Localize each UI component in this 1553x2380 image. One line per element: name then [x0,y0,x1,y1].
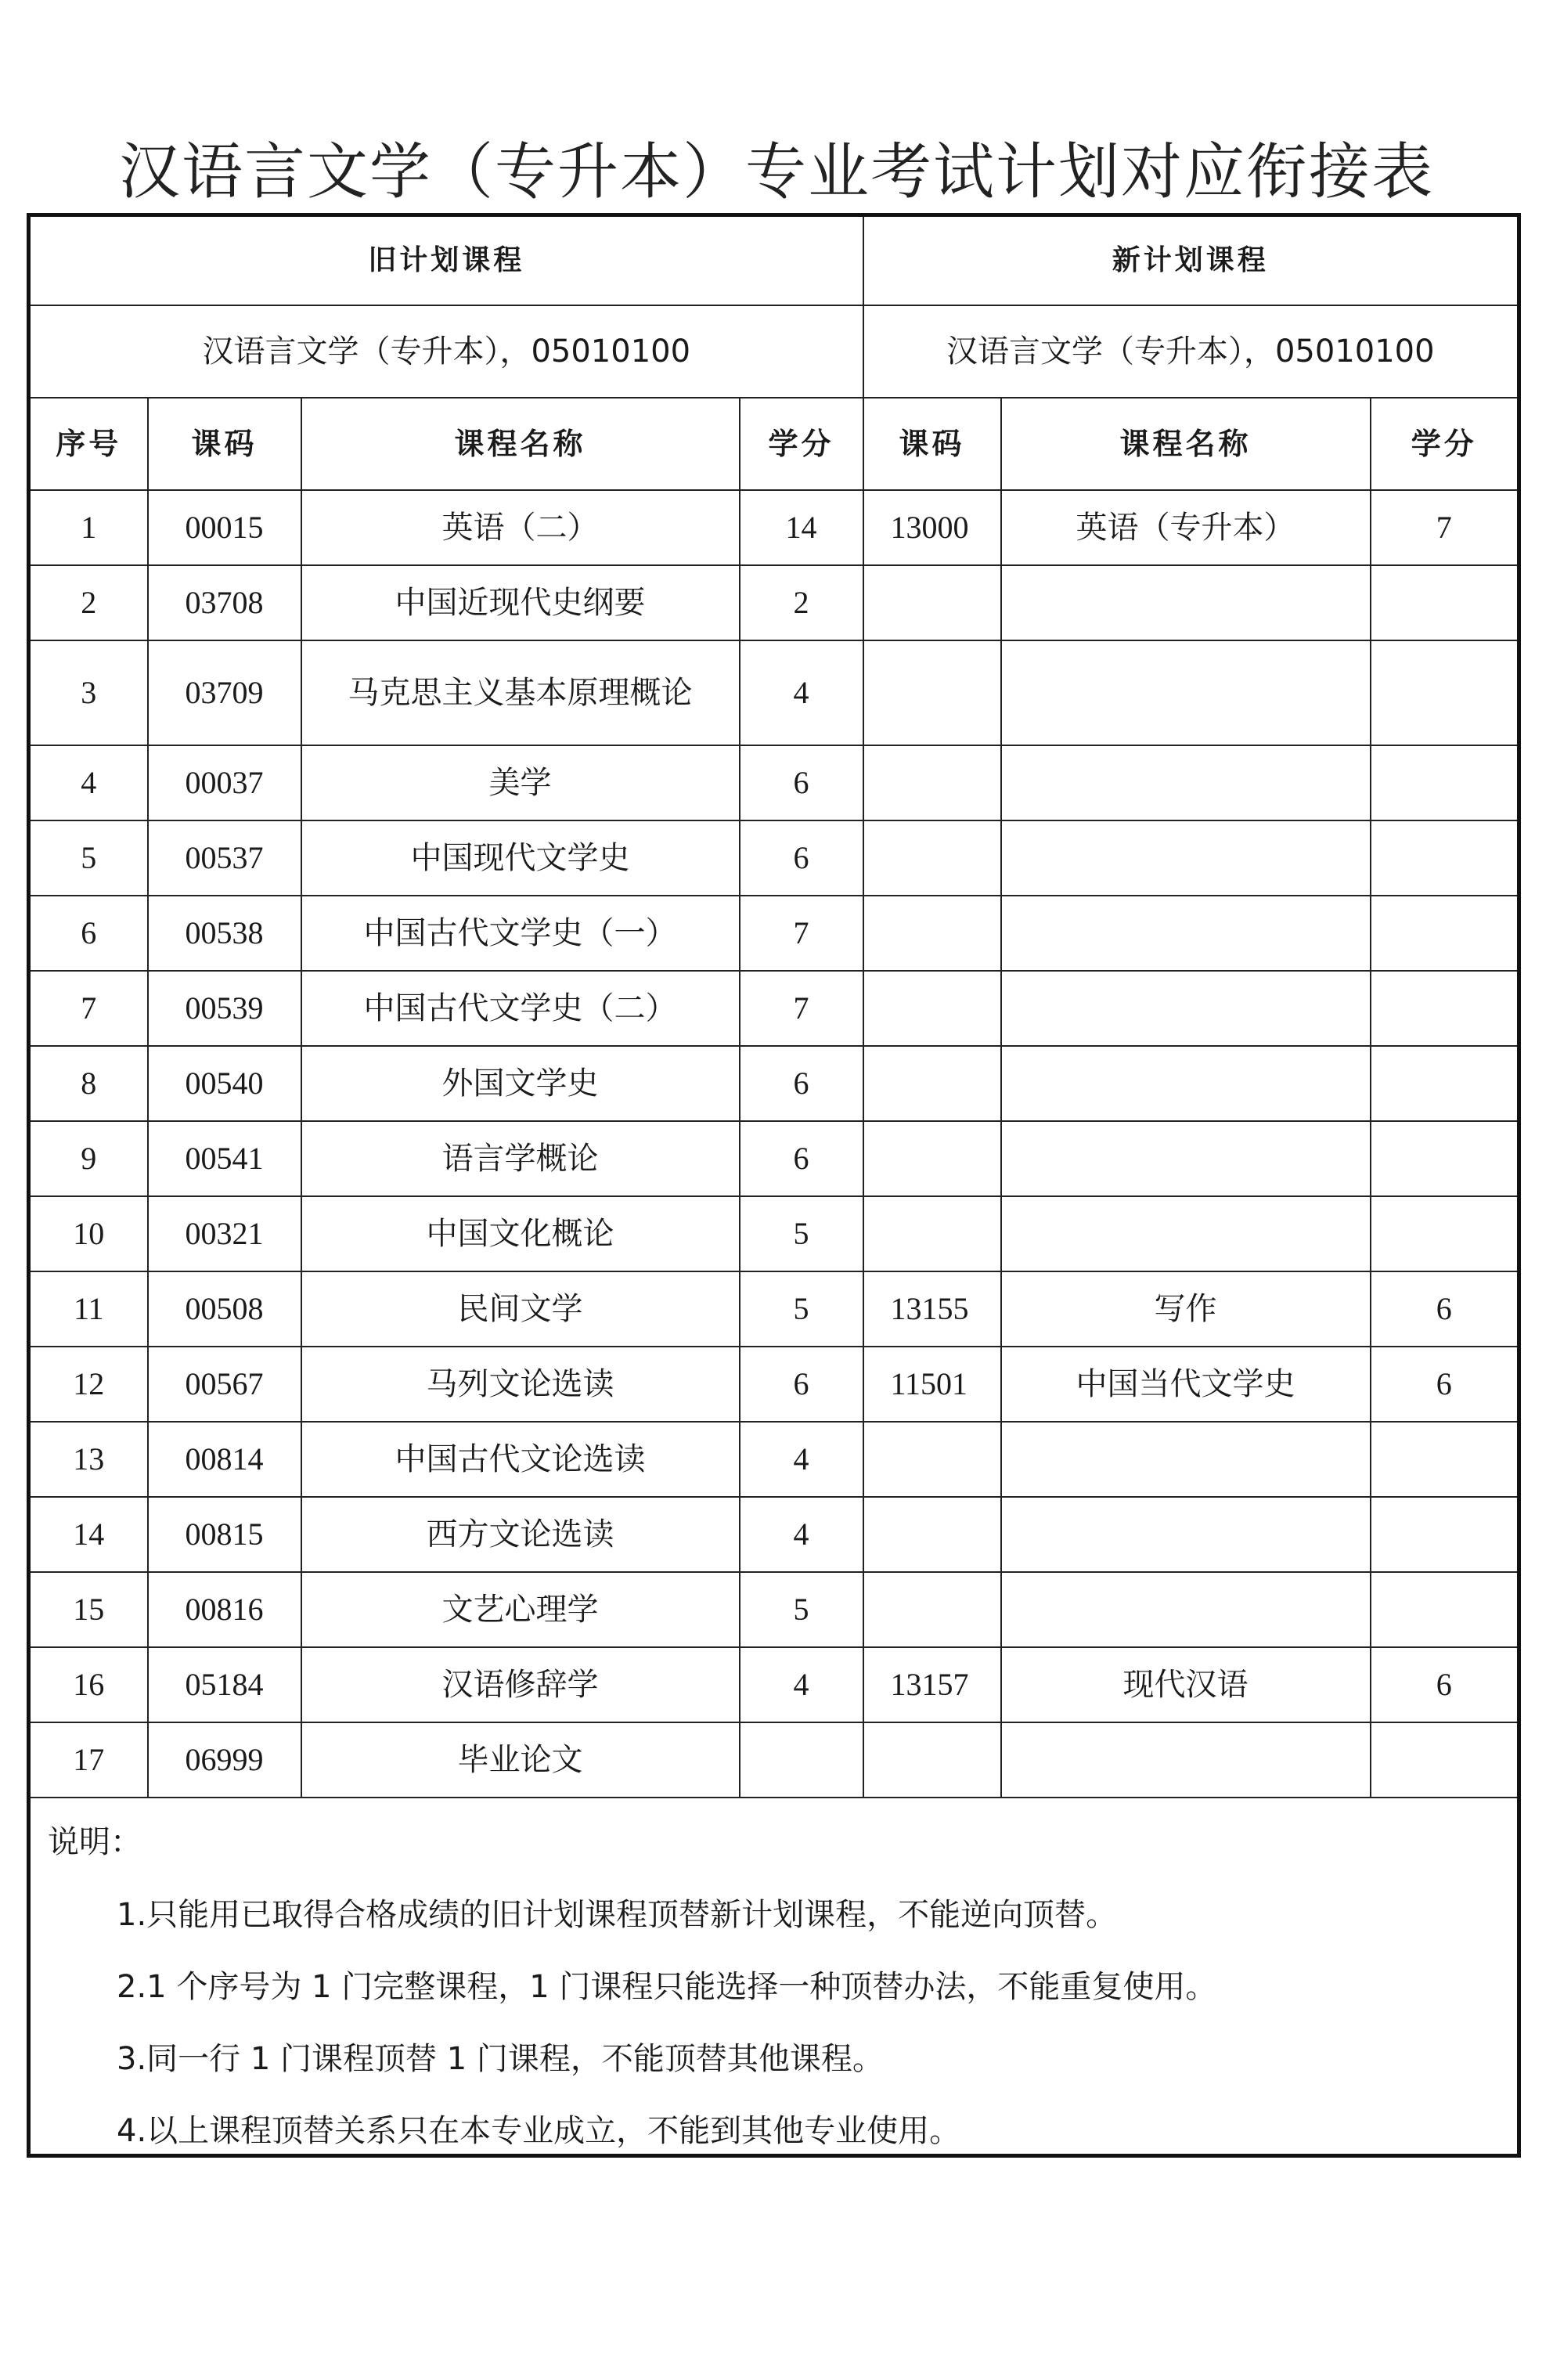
new-code-cell: 11501 [863,1347,1001,1422]
column-header-row [29,398,1519,490]
new-credit-cell [1371,1196,1519,1271]
table-row [29,490,1519,565]
new-code-cell [863,745,1001,820]
seq-cell: 14 [29,1497,148,1572]
new-plan-header: 新计划课程 [863,215,1519,306]
course-name-cell: 中国古代文论选读 [301,1422,740,1497]
seq-cell: 3 [29,640,148,745]
table-row [29,1497,1519,1572]
col-header-name: 课程名称 [301,398,740,490]
old-major-cell: 汉语言文学（专升本），05010100 [29,305,863,398]
table-row [29,1271,1519,1347]
course-name-cell: 中国文化概论 [301,1196,740,1271]
table-row [29,820,1519,896]
seq-cell: 6 [29,896,148,971]
note-item: 4.以上课程顶替关系只在本专业成立，不能到其他专业使用。 [117,2113,961,2149]
new-credit-cell: 6 [1371,1271,1519,1347]
credit-cell: 6 [740,745,863,820]
credit-cell: 5 [740,1196,863,1271]
course-name-cell: 外国文学史 [301,1046,740,1121]
page-title: 汉语言文学（专升本）专业考试计划对应衔接表 [118,137,1434,207]
course-name-cell: 民间文学 [301,1271,740,1347]
new-code-cell [863,1121,1001,1196]
credit-cell: 4 [740,1647,863,1722]
credit-cell [740,1722,863,1798]
new-credit-cell: 6 [1371,1647,1519,1722]
code-cell: 03709 [148,640,301,745]
code-cell: 00567 [148,1347,301,1422]
new-major-cell: 汉语言文学（专升本），05010100 [863,305,1519,398]
new-course-name-cell [1001,1121,1371,1196]
table-row [29,1722,1519,1798]
course-name-cell: 马列文论选读 [301,1347,740,1422]
table-row [29,1422,1519,1497]
table-row [29,1347,1519,1422]
new-code-cell [863,1422,1001,1497]
new-credit-cell [1371,1046,1519,1121]
code-cell: 00537 [148,820,301,896]
code-cell: 00538 [148,896,301,971]
course-name-cell: 毕业论文 [301,1722,740,1798]
code-cell: 00321 [148,1196,301,1271]
seq-cell: 17 [29,1722,148,1798]
notes-label: 说明： [48,1824,142,1860]
course-name-cell: 西方文论选读 [301,1497,740,1572]
new-course-name-cell: 写作 [1001,1271,1371,1347]
col-header-new-code: 课码 [863,398,1001,490]
notes-row [29,1798,1519,2156]
col-header-seq: 序号 [29,398,148,490]
new-course-name-cell: 英语（专升本） [1001,490,1371,565]
notes-section [29,1798,1519,2156]
old-plan-header: 旧计划课程 [29,215,863,306]
code-cell: 00540 [148,1046,301,1121]
seq-cell: 12 [29,1347,148,1422]
credit-cell: 6 [740,1347,863,1422]
new-credit-cell [1371,896,1519,971]
course-name-cell: 中国现代文学史 [301,820,740,896]
seq-cell: 11 [29,1271,148,1347]
note-item: 1.只能用已取得合格成绩的旧计划课程顶替新计划课程，不能逆向顶替。 [117,1897,1118,1933]
code-cell: 00814 [148,1422,301,1497]
credit-cell: 4 [740,1422,863,1497]
new-course-name-cell [1001,820,1371,896]
table-row [29,896,1519,971]
credit-cell: 4 [740,1497,863,1572]
table-row [29,1121,1519,1196]
new-course-name-cell [1001,1196,1371,1271]
seq-cell: 8 [29,1046,148,1121]
new-credit-cell [1371,565,1519,640]
new-course-name-cell [1001,640,1371,745]
credit-cell: 6 [740,1121,863,1196]
new-course-name-cell [1001,896,1371,971]
new-course-name-cell [1001,745,1371,820]
note-item: 3.同一行 1 门课程顶替 1 门课程，不能顶替其他课程。 [117,2041,884,2077]
course-mapping-table [27,213,1521,2158]
code-cell: 00037 [148,745,301,820]
seq-cell: 9 [29,1121,148,1196]
table-row [29,1647,1519,1722]
seq-cell: 4 [29,745,148,820]
course-name-cell: 文艺心理学 [301,1572,740,1647]
new-course-name-cell [1001,1422,1371,1497]
new-course-name-cell [1001,565,1371,640]
credit-cell: 5 [740,1572,863,1647]
new-course-name-cell: 中国当代文学史 [1001,1347,1371,1422]
course-name-cell: 中国古代文学史（一） [301,896,740,971]
new-code-cell [863,565,1001,640]
code-cell: 00015 [148,490,301,565]
new-course-name-cell: 现代汉语 [1001,1647,1371,1722]
note-item: 2.1 个序号为 1 门完整课程，1 门课程只能选择一种顶替办法，不能重复使用。 [117,1969,1217,2005]
table-row [29,1572,1519,1647]
credit-cell: 5 [740,1271,863,1347]
table-row [29,745,1519,820]
new-code-cell [863,971,1001,1046]
new-credit-cell: 6 [1371,1347,1519,1422]
seq-cell: 16 [29,1647,148,1722]
col-header-credit: 学分 [740,398,863,490]
new-code-cell [863,640,1001,745]
course-name-cell: 马克思主义基本原理概论 [301,640,740,745]
new-code-cell [863,1196,1001,1271]
credit-cell: 6 [740,820,863,896]
new-credit-cell: 7 [1371,490,1519,565]
course-name-cell: 中国近现代史纲要 [301,565,740,640]
col-header-new-name: 课程名称 [1001,398,1371,490]
new-credit-cell [1371,745,1519,820]
new-code-cell [863,1572,1001,1647]
new-course-name-cell [1001,971,1371,1046]
seq-cell: 1 [29,490,148,565]
credit-cell: 6 [740,1046,863,1121]
code-cell: 06999 [148,1722,301,1798]
new-code-cell [863,896,1001,971]
new-credit-cell [1371,640,1519,745]
new-course-name-cell [1001,1046,1371,1121]
seq-cell: 2 [29,565,148,640]
seq-cell: 5 [29,820,148,896]
new-course-name-cell [1001,1497,1371,1572]
credit-cell: 4 [740,640,863,745]
table-row [29,1046,1519,1121]
new-course-name-cell [1001,1572,1371,1647]
code-cell: 05184 [148,1647,301,1722]
new-code-cell [863,820,1001,896]
new-credit-cell [1371,1121,1519,1196]
code-cell: 00815 [148,1497,301,1572]
new-credit-cell [1371,1422,1519,1497]
credit-cell: 7 [740,971,863,1046]
col-header-new-credit: 学分 [1371,398,1519,490]
seq-cell: 7 [29,971,148,1046]
course-name-cell: 汉语修辞学 [301,1647,740,1722]
new-credit-cell [1371,971,1519,1046]
code-cell: 00541 [148,1121,301,1196]
code-cell: 00816 [148,1572,301,1647]
course-name-cell: 语言学概论 [301,1121,740,1196]
new-code-cell: 13155 [863,1271,1001,1347]
code-cell: 03708 [148,565,301,640]
table-row [29,640,1519,745]
new-code-cell [863,1046,1001,1121]
table-row [29,971,1519,1046]
credit-cell: 14 [740,490,863,565]
new-credit-cell [1371,820,1519,896]
new-credit-cell [1371,1572,1519,1647]
seq-cell: 10 [29,1196,148,1271]
table-row [29,1196,1519,1271]
course-name-cell: 美学 [301,745,740,820]
new-code-cell [863,1722,1001,1798]
new-code-cell: 13157 [863,1647,1001,1722]
seq-cell: 15 [29,1572,148,1647]
new-code-cell: 13000 [863,490,1001,565]
table-row [29,565,1519,640]
credit-cell: 7 [740,896,863,971]
code-cell: 00539 [148,971,301,1046]
col-header-code: 课码 [148,398,301,490]
course-name-cell: 英语（二） [301,490,740,565]
credit-cell: 2 [740,565,863,640]
seq-cell: 13 [29,1422,148,1497]
code-cell: 00508 [148,1271,301,1347]
new-credit-cell [1371,1722,1519,1798]
new-code-cell [863,1497,1001,1572]
new-course-name-cell [1001,1722,1371,1798]
course-name-cell: 中国古代文学史（二） [301,971,740,1046]
new-credit-cell [1371,1497,1519,1572]
